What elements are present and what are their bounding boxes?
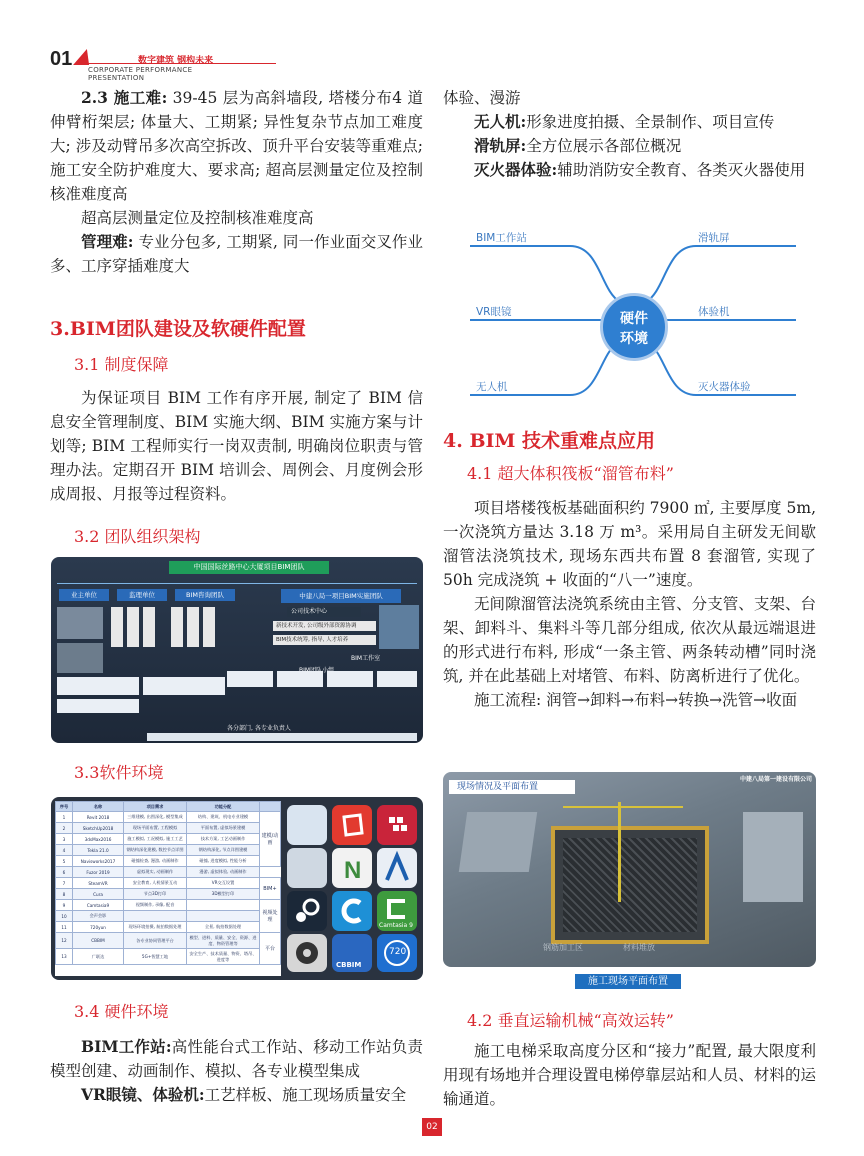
software-table-cell: 现场平面布置, 工程模拟 — [124, 823, 187, 834]
paragraph-experience: 体验、漫游 — [443, 89, 521, 107]
th-function: 功能分配 — [187, 802, 260, 812]
software-table-cell: 11 — [56, 922, 73, 933]
site-crane-jib — [563, 806, 683, 808]
autodesk-glyph — [377, 848, 417, 888]
software-table-cell — [124, 911, 187, 922]
software-table-cell: Navisworks2017 — [73, 856, 124, 867]
solidworks-icon — [287, 805, 327, 845]
section-3-heading: 3.BIM团队建设及软硬件配置 — [50, 318, 306, 340]
section-3-2-heading: 3.2 团队组织架构 — [74, 527, 201, 546]
autodesk-n-icon — [377, 848, 417, 888]
software-table-cell — [187, 911, 260, 922]
cbbim-label: CBBIM — [336, 961, 362, 969]
site-tag-1: 钢筋加工区 — [543, 943, 583, 952]
org-role-4 — [171, 607, 183, 647]
software-table-row — [56, 889, 281, 900]
software-table-cell: SteamVR — [73, 878, 124, 889]
media-glyph — [287, 934, 327, 972]
page-header — [50, 46, 250, 82]
software-table-row — [56, 812, 281, 823]
paragraph-drone — [443, 110, 816, 134]
label-fire-extinguisher: 灭火器体验: — [474, 160, 558, 179]
software-group-cell: BIM+ — [260, 878, 281, 900]
software-table-cell: 碰撞检查, 漫游, 动画制作 — [124, 856, 187, 867]
site-company: 中建八局第一建设有限公司 — [739, 776, 812, 783]
text-vr-glasses: 工艺样板、施工现场质量安全 — [204, 1086, 407, 1104]
label-vr-glasses: VR眼镜、体验机: — [81, 1085, 205, 1104]
media-icon — [287, 934, 327, 972]
software-table — [55, 801, 281, 976]
section-3-1-body — [50, 386, 423, 506]
text-construction-difficulty: 39-45 层为高斜墙段, 塔楼分布4 道伸臂桁架层; 体量大、工期紧; 异性复杂节点加工难度大; 涉及动臂吊多次高空拆改、顶升平台安装等重难点; 施工安全防护难度大、要求高; 超高层测量定位及控制核准难度高 — [50, 89, 423, 203]
org-connector — [57, 583, 417, 584]
label-management-difficulty: 管理难: — [81, 232, 134, 251]
software-table-cell: 2 — [56, 823, 73, 834]
paragraph-system-guarantee: 为保证项目 BIM 工作有序开展, 制定了 BIM 信息安全管理制度、BIM 实施大纲、BIM 实施方案与计划等; BIM 工程师实行一岗双责制, 明确岗位职责与管理办法。定期召开 BIM 培训会、周例会、月度例会形成周报、月报等过程资料。 — [50, 389, 423, 503]
section-4-2-body — [443, 1039, 816, 1111]
software-table-cell: 5G+智慧工地 — [124, 949, 187, 965]
paragraph-rail-screen — [443, 134, 816, 158]
software-table-cell: 各专业协同管理平台 — [124, 933, 187, 949]
software-table-cell: 3dsMax2016 — [73, 834, 124, 845]
org-pro-leaders: 各分部门, 各专业负责人 — [227, 725, 291, 732]
text-fire-extinguisher: 辅助消防安全教育、各类灭火器使用 — [557, 161, 806, 179]
software-table-cell: 三维建模, 出图深化, 模型集成 — [124, 812, 187, 823]
org-role-1 — [111, 607, 123, 647]
software-table-cell: 6 — [56, 867, 73, 878]
site-foundation-pit — [551, 826, 709, 944]
mindmap-center-line2: 环境 — [620, 331, 648, 347]
software-table-row — [56, 911, 281, 922]
paragraph-raft-foundation: 项目塔楼筏板基础面积约 7900 ㎡, 主要厚度 5m, 一次浇筑方量达 3.18 万 m³。采用局自主研发无间歇溜管法浇筑技术, 现场东西共布置 8 套溜管, 实现了 50h 完成浇筑 + 收面的“八一”速度。 — [443, 499, 816, 589]
software-table-row — [56, 949, 281, 965]
header-cn-title: 数字建筑 钢构未来 — [138, 56, 214, 66]
cura-icon — [332, 891, 372, 931]
software-table-row — [56, 823, 281, 834]
site-crane-mast — [618, 802, 621, 902]
navisworks-icon — [332, 848, 372, 888]
software-table-grid — [55, 801, 281, 965]
software-table-cell: 漫游, 虚拟体验, 动画制作 — [187, 867, 260, 878]
software-table-cell: 9 — [56, 900, 73, 911]
th-need: 项目需求 — [124, 802, 187, 812]
software-table-cell: 现场环境拍摄, 航拍数据处理 — [124, 922, 187, 933]
software-table-cell: 节点3D打印 — [124, 889, 187, 900]
software-table-row — [56, 878, 281, 889]
org-member-card-7 — [57, 699, 139, 713]
software-table-cell: Cura — [73, 889, 124, 900]
720yun-icon — [377, 934, 417, 972]
text-rail-screen: 全方位展示各部位概况 — [526, 137, 682, 155]
software-table-cell: 广联达 — [73, 949, 124, 965]
th-name: 名称 — [73, 802, 124, 812]
site-building-left — [459, 812, 537, 872]
software-table-cell: Tekla 21.0 — [73, 845, 124, 856]
org-top-box: 中国国际丝路中心大厦项目BIM团队 — [169, 561, 329, 574]
site-plan-image — [443, 772, 816, 967]
software-table-cell: 视频制作, 录像, 配音 — [124, 900, 187, 911]
software-table-row — [56, 900, 281, 911]
software-table-body — [56, 812, 281, 965]
org-member-card-2 — [143, 677, 225, 695]
paragraph-measurement: 超高层测量定位及控制核准难度高 — [81, 209, 314, 227]
720yun-label: 720 — [389, 947, 407, 957]
cbbim-icon — [332, 934, 372, 972]
org-photo-2 — [57, 643, 103, 673]
org-role-6 — [203, 607, 215, 647]
section-3-2-heading-wrap — [50, 524, 423, 547]
site-banner: 现场情况及平面布置 — [449, 780, 575, 794]
navisworks-glyph — [332, 848, 372, 888]
fuzor-glyph — [377, 805, 417, 845]
section-3-4-heading-wrap — [50, 999, 423, 1022]
org-member-strip — [147, 733, 417, 741]
section-3-4-heading: 3.4 硬件环境 — [74, 1002, 169, 1021]
label-drone: 无人机: — [474, 112, 527, 131]
paragraph-fire-extinguisher — [443, 158, 816, 182]
mindmap-center-line1: 硬件 — [620, 311, 648, 327]
mindmap-item-fire: 灭火器体验 — [698, 381, 751, 393]
software-group-cell: 平台 — [260, 933, 281, 965]
software-table-row — [56, 845, 281, 856]
org-tech-center: 公司技术中心 — [287, 607, 361, 617]
software-table-cell: 钢结构深化建模, 数控节点详图 — [124, 845, 187, 856]
org-member-card-6 — [377, 671, 417, 687]
org-unit-supervisor: 监理单位 — [117, 589, 167, 601]
section-3-3-heading-wrap — [50, 760, 423, 783]
camtasia-icon — [377, 891, 417, 931]
org-unit-owner: 业主单位 — [59, 589, 109, 601]
paragraph-elevator: 施工电梯采取高度分区和“接力”配置, 最大限度利用现有场地并合理设置电梯停靠层站和人员、材料的运输通道。 — [443, 1042, 816, 1108]
software-table-cell: CBBIM — [73, 933, 124, 949]
cura-glyph — [332, 891, 372, 931]
th-index: 序号 — [56, 802, 73, 812]
section-4-1-heading-wrap — [443, 461, 816, 484]
3dsmax-icon — [287, 848, 327, 888]
software-table-cell: 3D模型打印 — [187, 889, 260, 900]
software-table-cell: 8 — [56, 889, 73, 900]
header-en-title: CORPORATE PERFORMANCE PRESENTATION — [88, 66, 193, 82]
software-table-cell: SketchUp2018 — [73, 823, 124, 834]
steam-icon — [287, 891, 327, 931]
software-table-cell: 720yun — [73, 922, 124, 933]
section-4-2-heading-wrap — [443, 1008, 816, 1031]
software-table-cell: 4 — [56, 845, 73, 856]
software-group-cell: 建模/动画 — [260, 812, 281, 867]
mindmap-item-experience: 体验机 — [698, 306, 730, 318]
paragraph-construction-flow: 施工流程: 润管→卸料→布料→转换→洗管→收面 — [474, 691, 798, 709]
mindmap-item-rail: 滑轨屏 — [698, 232, 730, 244]
software-table-cell: 全景, 航拍数据处理 — [187, 922, 260, 933]
org-role-5 — [187, 607, 199, 647]
software-table-cell: 会声会影 — [73, 911, 124, 922]
software-table-cell: 1 — [56, 812, 73, 823]
sketchup-icon — [332, 805, 372, 845]
header-page-label: 01 — [50, 48, 73, 70]
th-group — [260, 802, 281, 812]
fuzor-icon — [377, 805, 417, 845]
org-unit-consultant: BIM咨询团队 — [175, 589, 235, 601]
text-drone: 形象进度拍摄、全景制作、项目宣传 — [526, 113, 775, 131]
text-management-difficulty: 专业分包多, 工期紧, 同一作业面交叉作业多、工序穿插难度大 — [50, 233, 423, 275]
org-member-card-3 — [227, 671, 273, 687]
mindmap-line-bim — [470, 246, 620, 302]
section-4-1-heading: 4.1 超大体积筏板“溜管布料” — [467, 464, 674, 483]
org-role-3 — [143, 607, 155, 647]
right-column-top — [443, 86, 816, 182]
left-column — [50, 86, 423, 278]
org-member-card-4 — [277, 671, 323, 687]
software-table-cell: 结构、建筑、机电专业建模 — [187, 812, 260, 823]
org-bim-workroom: BIM工作室 — [351, 655, 381, 662]
mindmap-line-rail — [646, 246, 796, 302]
software-table-cell: 3 — [56, 834, 73, 845]
software-table-row — [56, 834, 281, 845]
software-table-cell: 模型、进料、质量、安全、资源、进度、物资管理等 — [187, 933, 260, 949]
site-building-right — [743, 812, 803, 902]
software-group-cell: 视频处理 — [260, 900, 281, 933]
section-3-1-heading: 3.1 制度保障 — [74, 355, 169, 374]
label-construction-difficulty: 2.3 施工难: — [81, 88, 168, 107]
paragraph-management-difficulty — [50, 230, 423, 278]
org-member-card-5 — [327, 671, 373, 687]
software-table-header-row — [56, 802, 281, 812]
software-table-cell: 技术方案, 工艺动画制作 — [187, 834, 260, 845]
software-table-cell: Revit 2018 — [73, 812, 124, 823]
software-table-cell: 碰撞, 进度模拟, 性能分析 — [187, 856, 260, 867]
section-3-4-body — [50, 1035, 423, 1107]
section-4-2-heading: 4.2 垂直运输机械“高效运转” — [467, 1011, 674, 1030]
software-table-cell: Fuzor 2019 — [73, 867, 124, 878]
mindmap-item-bim: BIM工作站 — [476, 232, 527, 244]
text-bim-workstation: 高性能台式工作站、移动工作站负责模型创建、动画制作、模拟、各专业模型集成 — [50, 1038, 423, 1080]
label-rail-screen: 滑轨屏: — [474, 136, 527, 155]
org-right-title: 中建八局一项目BIM实施团队 — [281, 589, 401, 603]
software-table-cell: 平面布置, 虚拟场景建模 — [187, 823, 260, 834]
camtasia-label: Camtasia 9 — [379, 922, 413, 929]
software-table-row — [56, 922, 281, 933]
software-table-cell: 5 — [56, 856, 73, 867]
label-bim-workstation: BIM工作站: — [81, 1037, 172, 1056]
section-3-3-heading: 3.3软件环境 — [74, 763, 164, 782]
software-table-row — [56, 856, 281, 867]
software-table-cell: 施工模拟, 工况模拟, 施工工艺 — [124, 834, 187, 845]
software-table-cell: 10 — [56, 911, 73, 922]
org-photo-1 — [57, 607, 103, 639]
software-table-cell: 12 — [56, 933, 73, 949]
section-4-heading: 4. BIM 技术重难点应用 — [443, 430, 656, 452]
mindmap-center — [600, 293, 668, 361]
software-table-cell: 7 — [56, 878, 73, 889]
software-table-cell: 安全教育, 人机情景互动 — [124, 878, 187, 889]
section-3-heading-wrap — [50, 314, 423, 341]
org-role-2 — [127, 607, 139, 647]
org-photo-3 — [379, 605, 419, 649]
site-rebar-grid — [563, 838, 697, 932]
software-table-cell: 安全生产、技术质量、物资、塔吊、进度等 — [187, 949, 260, 965]
software-icon-grid — [287, 805, 419, 973]
sketchup-glyph — [332, 805, 372, 845]
page-number: 02 — [422, 1118, 442, 1136]
software-table-cell: VR交互设置 — [187, 878, 260, 889]
section-3-1-heading-wrap — [50, 352, 423, 375]
software-table-cell: 虚拟现实, 动画制作 — [124, 867, 187, 878]
org-bim-coord: BIM技术统筹, 指导, 人才培养 — [273, 635, 376, 645]
org-member-card-1 — [57, 677, 139, 695]
software-table-cell: 钢结构深化, 节点详图建模 — [187, 845, 260, 856]
site-caption: 施工现场平面布置 — [575, 974, 681, 989]
mindmap-item-vr: VR眼镜 — [476, 306, 512, 318]
paragraph-vr-glasses — [50, 1083, 423, 1107]
software-table-cell: Camtasia9 — [73, 900, 124, 911]
steam-glyph — [287, 891, 327, 931]
software-table-cell — [187, 900, 260, 911]
mindmap-item-drone: 无人机 — [476, 381, 508, 393]
org-chart-image — [51, 557, 423, 743]
paragraph-chute-system: 无间隙溜管法浇筑系统由主管、分支管、支架、台架、卸料斗、集料斗等几部分组成, 依次从最远端退进的形式进行布料, 形成“一条主管、两条转动槽”同时浇筑, 并在此基础上对堵管、布料、防离析进行了优化。 — [443, 595, 816, 685]
paragraph-construction-difficulty — [50, 86, 423, 206]
section-4-1-body — [443, 496, 816, 712]
software-table-image — [51, 797, 423, 980]
software-table-row — [56, 867, 281, 878]
site-tag-2: 材料堆放 — [623, 943, 655, 952]
software-table-row — [56, 933, 281, 949]
section-4-heading-wrap — [443, 426, 816, 453]
org-new-tech: 新技术开发, 公司级外部资源协调 — [273, 621, 376, 631]
hardware-mindmap — [450, 220, 816, 410]
svg-text:N: N — [344, 857, 362, 884]
paragraph-bim-workstation — [50, 1035, 423, 1083]
software-table-cell: 13 — [56, 949, 73, 965]
